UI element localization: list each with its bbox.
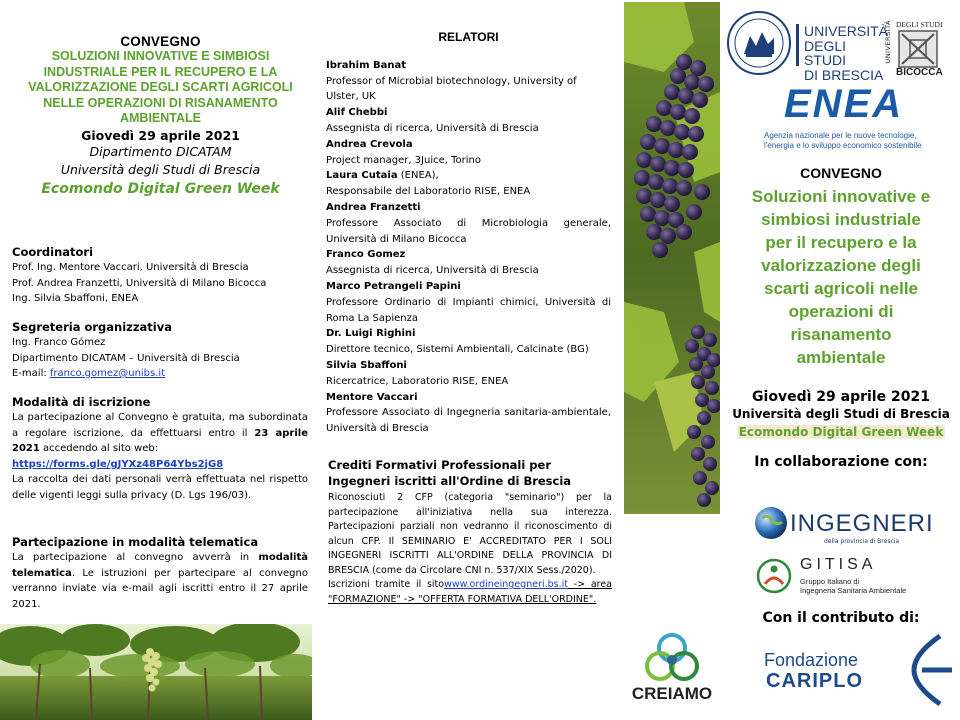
- speaker-role: Project manager, 3Juice, Torino: [326, 154, 482, 166]
- speaker-role: Assegnista di ricerca, Università di Brescia: [326, 122, 539, 134]
- telematica-bold: modalità telematica: [12, 552, 308, 579]
- speakers-panel: [326, 30, 611, 437]
- creiamo-logo: [626, 632, 718, 718]
- coordinatore-3: Ing. Silvia Sbaffoni, ENEA: [12, 293, 139, 304]
- unibs-seal-icon: [726, 10, 792, 76]
- creiamo-mark-icon: [644, 632, 700, 684]
- cover-convegno: CONVEGNO: [800, 165, 882, 181]
- speaker-list: [326, 58, 611, 437]
- ingegneri-logo: [754, 506, 934, 546]
- speaker-role: Direttore tecnico, Sistemi Ambientali, Calcinate (BG): [326, 344, 589, 356]
- speaker-role: Professore Ordinario di Impianti chimici, Università di Roma La Sapienza: [326, 296, 611, 324]
- university: Università degli Studi di Brescia: [60, 161, 261, 177]
- gitisa-wordmark: GITISA: [800, 556, 877, 573]
- enea-caption-1: Agenzia nazionale per le nuove tecnologie,: [764, 131, 917, 140]
- speaker-name: Dr. Luigi Righini: [326, 328, 416, 340]
- iscrizione-text: La partecipazione al Convegno è gratuita, ma subordinata a regolare iscrizione, da effettuarsi entro il: [12, 412, 308, 439]
- telematica-heading: Partecipazione in modalità telematica: [12, 535, 259, 549]
- iscrizione-heading: Modalità di iscrizione: [12, 395, 151, 409]
- unibs-line2: DEGLI STUDI: [804, 37, 847, 68]
- gitisa-caption-1: Gruppo Italiano di: [800, 577, 860, 586]
- telematica-paragraph: [12, 550, 308, 612]
- cover-title-line: risanamento: [790, 325, 892, 344]
- contrib-heading: Con il contributo di:: [762, 610, 920, 626]
- unibs-text: [804, 24, 888, 82]
- credits-link-line: [328, 578, 612, 607]
- telematica-section: [12, 534, 308, 612]
- segreteria-section: [12, 319, 308, 382]
- iscrizione-text-2: accedendo al sito web:: [39, 443, 159, 454]
- coordinatori-section: [12, 244, 308, 307]
- credits-section: [328, 457, 612, 607]
- credits-heading: Crediti Formativi Professionali per Ingegneri iscritti all'Ordine di Brescia: [328, 458, 572, 488]
- bicocca-name: BICOCCA: [896, 67, 943, 78]
- cover-university: Università degli Studi di Brescia: [732, 407, 950, 421]
- globe-icon: [754, 506, 788, 540]
- department: Dipartimento DICATAM: [89, 143, 232, 159]
- cover-title-line: simbiosi industriale: [761, 210, 921, 229]
- cover-event: Ecomondo Digital Green Week: [738, 425, 944, 439]
- speaker-name: Laura Cutaia: [326, 170, 398, 182]
- speaker-role: Professor of Microbial biotechnology, University of Ulster, UK: [326, 75, 577, 103]
- cover-title-line: ambientale: [796, 348, 886, 367]
- speaker-name: Alif Chebbi: [326, 107, 388, 119]
- iscrizione-deadline: 23 aprile 2021: [12, 427, 309, 454]
- collab-heading: In collaborazione con:: [754, 454, 928, 470]
- unibs-logo: [726, 10, 889, 83]
- enea-wordmark: ENEA: [784, 82, 904, 126]
- email-label: E-mail:: [12, 368, 50, 379]
- coordinatori-heading: Coordinatori: [12, 245, 94, 259]
- conference-title: SOLUZIONI INNOVATIVE E SIMBIOSI INDUSTRIALE PER IL RECUPERO E LA VALORIZZAZIONE DEGLI SCARTI AGRICOLI NELLE OPERAZIONI DI RISANAMENTO AMBIENTALE: [28, 49, 293, 125]
- gitisa-caption: [800, 577, 906, 595]
- speaker-name-suffix: (ENEA),: [397, 170, 439, 182]
- ingegneri-sub: della provincia di Brescia: [824, 538, 900, 545]
- segreteria-email-line: [12, 366, 308, 382]
- iscrizione-paragraph: [12, 410, 308, 457]
- unibs-line3: DI BRESCIA: [804, 66, 884, 83]
- telematica-text: La partecipazione al convegno avverrà in: [12, 552, 259, 563]
- credits-paragraph: Riconosciuti 2 CFP (categoria "seminario") per la partecipazione all'iniziativa nella sua interezza. Partecipazioni parziali non vedranno il riconoscimento di alcun CFP. Il SEMINARIO E' ACCREDITATO PER I SOLI INGEGNERI ISCRITTI ALL'ORDINE DELLA PROVINCIA DI BRESCIA (come da Circolare CNI n. 537/XIX Sess./2020).: [328, 492, 612, 576]
- cover-panel: [728, 165, 954, 470]
- conference-date: Giovedì 29 aprile 2021: [81, 127, 240, 143]
- cover-date: Giovedì 29 aprile 2021: [752, 389, 930, 405]
- iscrizione-section: [12, 394, 308, 503]
- bicocca-vertical-text: UNIVERSITÀ: [884, 20, 892, 64]
- event-name: Ecomondo Digital Green Week: [41, 180, 280, 197]
- email-link[interactable]: franco.gomez@unibs.it: [49, 368, 166, 379]
- creiamo-wordmark: CREIAMO: [631, 684, 713, 703]
- privacy-paragraph: La raccolta dei dati personali verrà effettuata nel rispetto delle vigenti leggi sulla privacy (D. Lgs 196/03).: [12, 474, 308, 501]
- segreteria-dept: Dipartimento DICATAM – Università di Brescia: [12, 352, 240, 364]
- cover-title-line: Soluzioni innovative e: [751, 187, 931, 206]
- enea-caption-2: l'energia e lo sviluppo economico sostenibile: [764, 141, 922, 150]
- gitisa-logo: [756, 556, 936, 600]
- cover-title-line: per il recupero e la: [765, 233, 917, 252]
- speaker-name: Andrea Franzetti: [326, 201, 421, 213]
- relatori-heading: RELATORI: [438, 30, 499, 44]
- cariplo-line2: CARIPLO: [766, 670, 863, 692]
- credits-link-pre: Iscrizioni tramite il sito: [328, 579, 445, 590]
- segreteria-name: Ing. Franco Gómez: [12, 337, 106, 348]
- bicocca-top-text: DEGLI STUDI: [896, 20, 943, 29]
- cariplo-line1: Fondazione: [764, 650, 859, 670]
- speaker-role: Professore Associato di Microbiologia generale, Università di Milano Bicocca: [326, 217, 611, 245]
- ingegneri-wordmark: INGEGNERI: [790, 510, 934, 537]
- speaker-name: Ibrahim Banat: [326, 59, 407, 71]
- speaker-role: Professore Associato di Ingegneria sanitaria-ambientale, Università di Brescia: [326, 407, 611, 435]
- vineyard-photo: [0, 624, 312, 720]
- cover-title-line: valorizzazione degli: [761, 256, 921, 275]
- speaker-name: Franco Gomez: [326, 249, 406, 261]
- unibs-line1: UNIVERSITÀ: [804, 23, 889, 39]
- speaker-role: Responsabile del Laboratorio RISE, ENEA: [326, 186, 531, 198]
- registration-link[interactable]: https://forms.gle/gJYXz48P64Ybs2jG8: [12, 458, 224, 470]
- left-panel: [8, 34, 313, 199]
- speaker-name: Andrea Crevola: [326, 138, 413, 150]
- convegno-label: CONVEGNO: [120, 34, 201, 49]
- enea-logo: [750, 82, 950, 154]
- cover-title: [728, 185, 954, 369]
- speaker-name: Marco Petrangeli Papini: [326, 280, 461, 292]
- speaker-name: Mentore Vaccari: [326, 391, 418, 403]
- speaker-role: Ricercatrice, Laboratorio RISE, ENEA: [326, 375, 509, 387]
- segreteria-heading: Segreteria organizzativa: [12, 320, 172, 334]
- telematica-text-2: . Le istruzioni per partecipare al convegno verranno inviate via e-mail agli iscritti entro il 27 aprile 2021.: [12, 567, 308, 610]
- ordine-ingegneri-link[interactable]: www.ordineingegneri.bs.it: [444, 579, 568, 590]
- speaker-role: Assegnista di ricerca, Università di Brescia: [326, 265, 539, 277]
- coordinatore-2: Prof. Andrea Franzetti, Università di Milano Bicocca: [12, 277, 267, 289]
- cover-title-line: operazioni di: [788, 302, 894, 321]
- enea-caption: [764, 131, 922, 151]
- cariplo-logo: [764, 648, 954, 710]
- gitisa-mark-icon: [756, 558, 792, 594]
- bicocca-mark-icon: [898, 30, 938, 68]
- speaker-name: Silvia Sbaffoni: [326, 359, 407, 371]
- credits-link-post: -> area "FORMAZIONE" -> "OFFERTA FORMATIVA DELL'ORDINE".: [328, 579, 612, 605]
- bicocca-logo: [884, 18, 954, 78]
- speaker-name-line: [326, 168, 611, 184]
- gitisa-caption-2: Ingegneria Sanitaria Ambientale: [800, 586, 907, 595]
- cariplo-mark-icon: [896, 634, 952, 706]
- unibs-divider: [796, 24, 799, 66]
- coordinatore-1: Prof. Ing. Mentore Vaccari, Università di Brescia: [12, 262, 249, 273]
- grape-photo: [624, 2, 720, 514]
- cover-title-line: scarti agricoli nelle: [763, 279, 918, 298]
